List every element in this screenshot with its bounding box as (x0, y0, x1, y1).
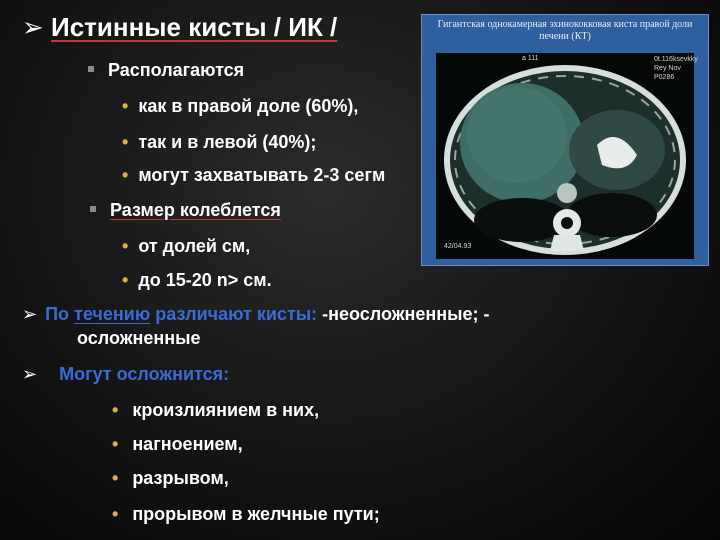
ct-image-panel (421, 14, 709, 266)
course-rest: -неосложненные; - (322, 304, 490, 324)
located-item (88, 60, 244, 81)
upto-item (122, 270, 272, 291)
round-bullet-icon: • (122, 270, 129, 290)
round-bullet-icon: • (112, 468, 119, 488)
round-bullet-icon: • (112, 434, 119, 454)
round-bullet-icon: • (122, 236, 129, 256)
round-bullet-icon: • (122, 96, 129, 116)
comp-item-text: разрывом, (132, 468, 229, 488)
ct-right-label-3: P0286 (654, 74, 675, 81)
segments-text: могут захватывать 2-3 сегм (138, 165, 386, 185)
slide-title (22, 12, 337, 43)
comp-item-text: нагноением, (132, 434, 243, 454)
complicate-label: Могут осложнится: (59, 364, 230, 384)
right-lobe-text: как в правой доле (60%), (138, 96, 359, 116)
size-text: Размер колеблется (110, 200, 281, 220)
fraction-text: от долей см, (138, 236, 251, 256)
complicate-item (22, 364, 229, 385)
ct-right-labels (654, 55, 698, 82)
arrow-bullet-icon: ➢ (22, 304, 38, 325)
ct-scan-image (422, 15, 708, 265)
ct-caption: Гигантская однокамерная эхинококковая киста правой доли печени (КТ) (437, 19, 693, 42)
comp-item-2 (112, 434, 243, 455)
fraction-item (122, 236, 250, 257)
arrow-bullet-icon: ➢ (22, 364, 38, 385)
upto-text: до 15-20 n> см. (138, 270, 272, 290)
course-middle: различают кисты: (155, 304, 318, 324)
slide-title-text: Истинные кисты / ИК / (51, 12, 338, 42)
round-bullet-icon: • (112, 400, 119, 420)
ct-right-label-1: 0t.116ksevkky (654, 56, 698, 63)
ct-bottom-label: 42/04.93 (444, 243, 472, 250)
course-word: течению (74, 304, 151, 324)
comp-item-1 (112, 400, 319, 421)
comp-item-3 (112, 468, 229, 489)
comp-item-text: прорывом в желчные пути; (132, 504, 380, 524)
square-bullet-icon (90, 206, 96, 212)
size-item (90, 200, 281, 221)
left-lobe-item (122, 132, 316, 153)
square-bullet-icon (88, 66, 94, 72)
course-item (22, 304, 490, 325)
round-bullet-icon: • (122, 165, 129, 185)
round-bullet-icon: • (122, 132, 129, 152)
ct-right-label-2: Rey Nov (654, 65, 681, 72)
arrow-bullet-icon: ➢ (22, 13, 44, 43)
course-prefix: По (45, 304, 70, 324)
course-line2: осложненные (77, 328, 201, 348)
comp-item-4 (112, 504, 380, 525)
segments-item (122, 165, 385, 186)
comp-item-text: кроизлиянием в них, (132, 400, 320, 420)
located-text: Располагаются (108, 60, 245, 80)
right-lobe-item (122, 96, 358, 117)
left-lobe-text: так и в левой (40%); (138, 132, 317, 152)
ct-left-label: a 111 (522, 55, 539, 62)
round-bullet-icon: • (112, 504, 119, 524)
